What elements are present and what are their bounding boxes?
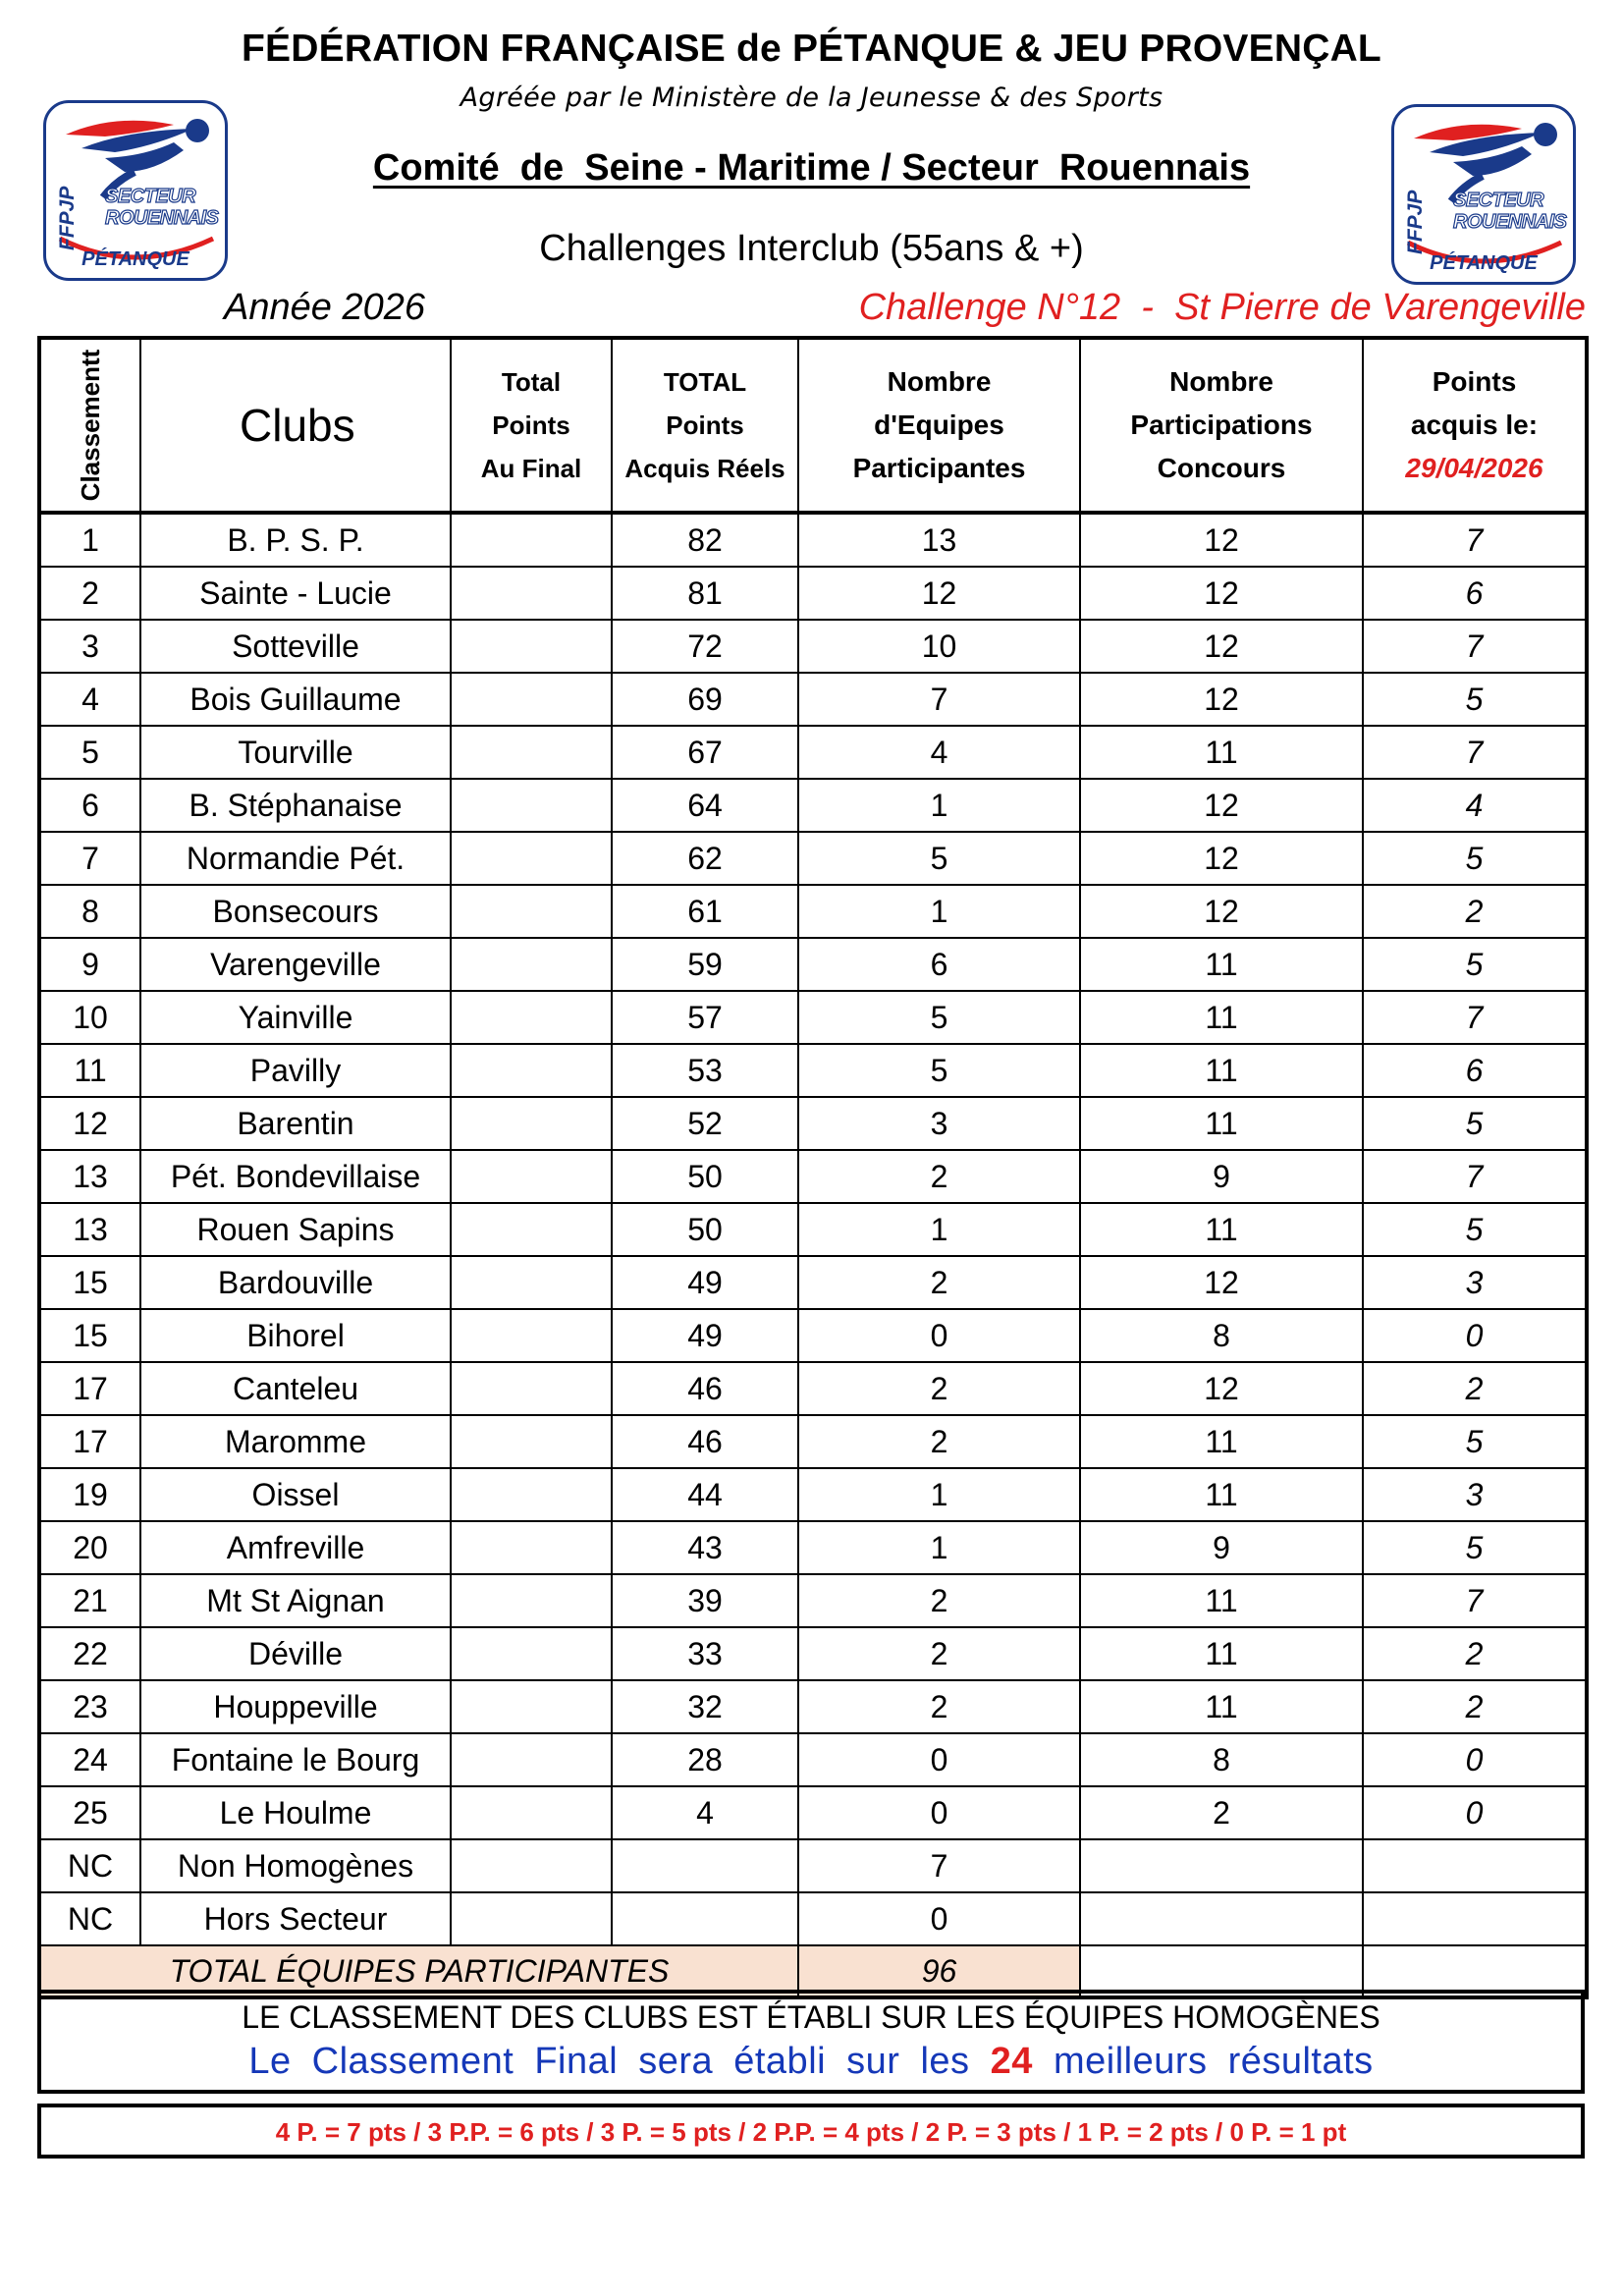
cell-participations <box>1080 1892 1363 1945</box>
logo-ffpjp-text: FFPJP <box>56 186 79 250</box>
cell-club: Sotteville <box>140 620 451 673</box>
cell-total: 4 <box>612 1786 798 1839</box>
cell-equipes: 4 <box>798 726 1080 779</box>
cell-club: Normandie Pét. <box>140 832 451 885</box>
cell-acquis: 5 <box>1363 1203 1587 1256</box>
cell-participations: 8 <box>1080 1733 1363 1786</box>
cell-final <box>451 1680 612 1733</box>
total-label: TOTAL ÉQUIPES PARTICIPANTES <box>39 1945 798 1997</box>
table-row <box>39 673 1587 726</box>
logo-secteur-text <box>1453 190 1567 233</box>
cell-club: Bardouville <box>140 1256 451 1309</box>
cell-equipes: 1 <box>798 1468 1080 1521</box>
cell-total: 82 <box>612 513 798 567</box>
cell-equipes: 2 <box>798 1415 1080 1468</box>
table-row <box>39 1521 1587 1574</box>
cell-rank: 17 <box>39 1415 140 1468</box>
cell-club: Rouen Sapins <box>140 1203 451 1256</box>
cell-club: Amfreville <box>140 1521 451 1574</box>
table-row <box>39 1203 1587 1256</box>
clubs-header <box>140 338 451 513</box>
cell-participations: 12 <box>1080 779 1363 832</box>
cell-final <box>451 1415 612 1468</box>
cell-acquis: 5 <box>1363 938 1587 991</box>
total-reel-header <box>612 338 798 513</box>
cell-participations: 11 <box>1080 1680 1363 1733</box>
cell-final <box>451 513 612 567</box>
header-line: Points <box>1432 366 1517 397</box>
cell-equipes: 2 <box>798 1627 1080 1680</box>
table-row <box>39 885 1587 938</box>
cell-equipes: 2 <box>798 1362 1080 1415</box>
cell-club: Mt St Aignan <box>140 1574 451 1627</box>
challenges-title: Challenges Interclub (55ans & +) <box>539 228 1084 269</box>
cell-rank: 21 <box>39 1574 140 1627</box>
cell-rank: 15 <box>39 1256 140 1309</box>
cell-rank: 7 <box>39 832 140 885</box>
cell-equipes: 10 <box>798 620 1080 673</box>
logo-line2: ROUENNAIS <box>1453 211 1567 233</box>
table-row <box>39 620 1587 673</box>
cell-participations: 11 <box>1080 1203 1363 1256</box>
final-ranking-text-end: meilleurs résultats <box>1053 2041 1374 2082</box>
cell-rank: 8 <box>39 885 140 938</box>
final-ranking-text: Le Classement Final sera établi sur les <box>248 2041 970 2082</box>
cell-equipes: 12 <box>798 567 1080 620</box>
cell-equipes: 5 <box>798 991 1080 1044</box>
cell-final <box>451 1786 612 1839</box>
table-row <box>39 938 1587 991</box>
cell-club: Non Homogènes <box>140 1839 451 1892</box>
cell-final <box>451 1892 612 1945</box>
header-line: Total <box>501 367 562 397</box>
cell-equipes: 13 <box>798 513 1080 567</box>
cell-acquis: 0 <box>1363 1309 1587 1362</box>
cell-acquis <box>1363 1892 1587 1945</box>
cell-final <box>451 673 612 726</box>
cell-equipes: 7 <box>798 1839 1080 1892</box>
cell-rank: 23 <box>39 1680 140 1733</box>
cell-final <box>451 620 612 673</box>
cell-club: Oissel <box>140 1468 451 1521</box>
cell-total: 44 <box>612 1468 798 1521</box>
header-line: Concours <box>1157 453 1286 483</box>
cell-total: 43 <box>612 1521 798 1574</box>
header-line: Nombre <box>1169 366 1273 397</box>
cell-total: 33 <box>612 1627 798 1680</box>
scoring-legend: 4 P. = 7 pts / 3 P.P. = 6 pts / 3 P. = 5 pts / 2 P.P. = 4 pts / 2 P. = 3 pts / 1 P. = 2 pts / 0 P. = 1 pt <box>275 2117 1347 2147</box>
total-final-header <box>451 338 612 513</box>
cell-rank: 17 <box>39 1362 140 1415</box>
cell-equipes: 0 <box>798 1733 1080 1786</box>
cell-club: Pét. Bondevillaise <box>140 1150 451 1203</box>
cell-acquis: 6 <box>1363 567 1587 620</box>
rank-header-text: Classementt <box>76 349 105 502</box>
header-line: Au Final <box>480 454 582 483</box>
cell-acquis: 2 <box>1363 1362 1587 1415</box>
cell-acquis: 7 <box>1363 1574 1587 1627</box>
cell-acquis: 0 <box>1363 1786 1587 1839</box>
cell-total <box>612 1839 798 1892</box>
table-row <box>39 1309 1587 1362</box>
logo-petanque-text: PÉTANQUE <box>1430 252 1538 274</box>
cell-final <box>451 991 612 1044</box>
agreement-subtitle: Agréée par le Ministère de la Jeunesse & des Sports <box>460 82 1163 113</box>
cell-participations <box>1080 1839 1363 1892</box>
cell-participations: 11 <box>1080 1415 1363 1468</box>
cell-acquis: 7 <box>1363 513 1587 567</box>
cell-acquis: 2 <box>1363 1680 1587 1733</box>
cell-rank: 25 <box>39 1786 140 1839</box>
cell-club: B. P. S. P. <box>140 513 451 567</box>
cell-total: 50 <box>612 1150 798 1203</box>
cell-club: Bihorel <box>140 1309 451 1362</box>
cell-club: Tourville <box>140 726 451 779</box>
cell-participations: 8 <box>1080 1309 1363 1362</box>
table-row <box>39 779 1587 832</box>
logo-line1: SECTEUR <box>105 186 196 207</box>
cell-equipes: 2 <box>798 1256 1080 1309</box>
cell-acquis <box>1363 1839 1587 1892</box>
cell-equipes: 2 <box>798 1150 1080 1203</box>
secteur-logo-right <box>1391 104 1576 285</box>
cell-final <box>451 1044 612 1097</box>
table-row <box>39 1468 1587 1521</box>
scoring-box <box>37 2104 1585 2159</box>
cell-total: 46 <box>612 1415 798 1468</box>
cell-equipes: 0 <box>798 1309 1080 1362</box>
cell-equipes: 1 <box>798 779 1080 832</box>
cell-final <box>451 938 612 991</box>
logo-line2: ROUENNAIS <box>105 207 219 229</box>
cell-acquis: 0 <box>1363 1733 1587 1786</box>
cell-total: 64 <box>612 779 798 832</box>
cell-acquis: 2 <box>1363 885 1587 938</box>
cell-acquis: 4 <box>1363 779 1587 832</box>
cell-club: Bois Guillaume <box>140 673 451 726</box>
cell-equipes: 6 <box>798 938 1080 991</box>
cell-total: 53 <box>612 1044 798 1097</box>
header-line: d'Equipes <box>874 410 1004 440</box>
cell-rank: 12 <box>39 1097 140 1150</box>
cell-total: 72 <box>612 620 798 673</box>
cell-final <box>451 1574 612 1627</box>
cell-equipes: 5 <box>798 832 1080 885</box>
cell-club: Bonsecours <box>140 885 451 938</box>
cell-final <box>451 1097 612 1150</box>
cell-final <box>451 832 612 885</box>
cell-club: Barentin <box>140 1097 451 1150</box>
cell-acquis: 2 <box>1363 1627 1587 1680</box>
cell-final <box>451 1256 612 1309</box>
cell-final <box>451 1521 612 1574</box>
table-row <box>39 1044 1587 1097</box>
cell-participations: 12 <box>1080 885 1363 938</box>
secteur-logo-left <box>43 100 228 281</box>
cell-total: 32 <box>612 1680 798 1733</box>
cell-total: 67 <box>612 726 798 779</box>
cell-rank: 15 <box>39 1309 140 1362</box>
cell-participations: 11 <box>1080 1468 1363 1521</box>
cell-club: Houppeville <box>140 1680 451 1733</box>
cell-final <box>451 779 612 832</box>
cell-acquis: 5 <box>1363 1521 1587 1574</box>
comite-title-text: Comité de Seine - Maritime / Secteur Rouennais <box>372 147 1251 189</box>
final-ranking-note <box>41 2041 1581 2083</box>
cell-acquis: 3 <box>1363 1256 1587 1309</box>
cell-participations: 12 <box>1080 832 1363 885</box>
header-line: Nombre <box>887 366 992 397</box>
table-row <box>39 726 1587 779</box>
header-line: Points <box>492 410 570 440</box>
cell-participations: 9 <box>1080 1521 1363 1574</box>
cell-final <box>451 1362 612 1415</box>
cell-total: 50 <box>612 1203 798 1256</box>
cell-club: Le Houlme <box>140 1786 451 1839</box>
comite-title <box>0 147 1623 190</box>
cell-equipes: 3 <box>798 1097 1080 1150</box>
cell-participations: 12 <box>1080 1256 1363 1309</box>
cell-equipes: 1 <box>798 1203 1080 1256</box>
classement-note-box <box>37 1990 1585 2094</box>
cell-rank: 13 <box>39 1150 140 1203</box>
cell-participations: 11 <box>1080 1627 1363 1680</box>
cell-total: 61 <box>612 885 798 938</box>
cell-rank: 13 <box>39 1203 140 1256</box>
participations-header <box>1080 338 1363 513</box>
year-label: Année 2026 <box>224 287 425 328</box>
cell-final <box>451 567 612 620</box>
cell-total: 46 <box>612 1362 798 1415</box>
cell-rank: 6 <box>39 779 140 832</box>
cell-participations: 11 <box>1080 1097 1363 1150</box>
cell-participations: 12 <box>1080 567 1363 620</box>
cell-final <box>451 1150 612 1203</box>
equipes-header <box>798 338 1080 513</box>
header-date: 29/04/2026 <box>1405 453 1543 483</box>
cell-participations: 11 <box>1080 1574 1363 1627</box>
cell-final <box>451 1733 612 1786</box>
cell-club: Maromme <box>140 1415 451 1468</box>
cell-rank: 4 <box>39 673 140 726</box>
cell-acquis: 7 <box>1363 726 1587 779</box>
cell-rank: 11 <box>39 1044 140 1097</box>
header-line: Participations <box>1130 410 1313 440</box>
cell-club: B. Stéphanaise <box>140 779 451 832</box>
cell-total: 62 <box>612 832 798 885</box>
cell-equipes: 0 <box>798 1892 1080 1945</box>
table-row <box>39 1627 1587 1680</box>
cell-total: 69 <box>612 673 798 726</box>
cell-final <box>451 1627 612 1680</box>
cell-rank: 19 <box>39 1468 140 1521</box>
cell-participations: 11 <box>1080 938 1363 991</box>
ranking-table <box>37 336 1589 1999</box>
cell-total: 57 <box>612 991 798 1044</box>
cell-equipes: 0 <box>798 1786 1080 1839</box>
cell-club: Sainte - Lucie <box>140 567 451 620</box>
cell-acquis: 5 <box>1363 832 1587 885</box>
table-row <box>39 1733 1587 1786</box>
table-row <box>39 1256 1587 1309</box>
cell-equipes: 1 <box>798 885 1080 938</box>
cell-rank: NC <box>39 1892 140 1945</box>
cell-club: Yainville <box>140 991 451 1044</box>
cell-rank: 9 <box>39 938 140 991</box>
cell-club: Déville <box>140 1627 451 1680</box>
logo-ffpjp-text: FFPJP <box>1404 190 1427 254</box>
cell-rank: 20 <box>39 1521 140 1574</box>
cell-final <box>451 1839 612 1892</box>
cell-acquis: 6 <box>1363 1044 1587 1097</box>
cell-total: 39 <box>612 1574 798 1627</box>
table-row <box>39 1415 1587 1468</box>
cell-acquis: 5 <box>1363 673 1587 726</box>
cell-equipes: 5 <box>798 1044 1080 1097</box>
cell-equipes: 1 <box>798 1521 1080 1574</box>
cell-club: Varengeville <box>140 938 451 991</box>
challenge-label: Challenge N°12 - St Pierre de Varengeville <box>858 287 1586 328</box>
cell-rank: 10 <box>39 991 140 1044</box>
clubs-header-text: Clubs <box>240 400 355 451</box>
table-row <box>39 991 1587 1044</box>
cell-total: 28 <box>612 1733 798 1786</box>
cell-rank: 22 <box>39 1627 140 1680</box>
table-row <box>39 1362 1587 1415</box>
table-row <box>39 1786 1587 1839</box>
total-value: 96 <box>798 1945 1080 1997</box>
table-row <box>39 513 1587 567</box>
cell-final <box>451 726 612 779</box>
cell-equipes: 7 <box>798 673 1080 726</box>
cell-final <box>451 1203 612 1256</box>
cell-total: 59 <box>612 938 798 991</box>
cell-acquis: 7 <box>1363 991 1587 1044</box>
cell-acquis: 5 <box>1363 1097 1587 1150</box>
cell-final <box>451 885 612 938</box>
logo-line1: SECTEUR <box>1453 190 1544 211</box>
table-header-row <box>39 338 1587 513</box>
table-row <box>39 1150 1587 1203</box>
header-line: Participantes <box>852 453 1026 483</box>
cell-club: Pavilly <box>140 1044 451 1097</box>
cell-acquis: 7 <box>1363 620 1587 673</box>
cell-total: 52 <box>612 1097 798 1150</box>
cell-total: 49 <box>612 1256 798 1309</box>
cell-rank: 3 <box>39 620 140 673</box>
cell-club: Hors Secteur <box>140 1892 451 1945</box>
table-row <box>39 832 1587 885</box>
rank-header <box>39 338 140 513</box>
cell-total: 81 <box>612 567 798 620</box>
cell-participations: 11 <box>1080 1044 1363 1097</box>
cell-rank: NC <box>39 1839 140 1892</box>
cell-participations: 11 <box>1080 726 1363 779</box>
header-line: acquis le: <box>1410 410 1539 440</box>
table-row <box>39 1097 1587 1150</box>
cell-acquis: 5 <box>1363 1415 1587 1468</box>
cell-final <box>451 1468 612 1521</box>
cell-acquis: 7 <box>1363 1150 1587 1203</box>
cell-participations: 12 <box>1080 513 1363 567</box>
cell-participations: 2 <box>1080 1786 1363 1839</box>
cell-participations: 11 <box>1080 991 1363 1044</box>
logo-secteur-text <box>105 186 219 229</box>
cell-total: 49 <box>612 1309 798 1362</box>
table-row <box>39 1574 1587 1627</box>
table-row <box>39 567 1587 620</box>
cell-final <box>451 1309 612 1362</box>
classement-note: LE CLASSEMENT DES CLUBS EST ÉTABLI SUR LES ÉQUIPES HOMOGÈNES <box>242 1999 1380 2035</box>
cell-club: Fontaine le Bourg <box>140 1733 451 1786</box>
points-acquis-header <box>1363 338 1587 513</box>
cell-total <box>612 1892 798 1945</box>
header-line: Acquis Réels <box>624 454 785 483</box>
table-row <box>39 1892 1587 1945</box>
cell-participations: 12 <box>1080 673 1363 726</box>
cell-rank: 5 <box>39 726 140 779</box>
cell-rank: 2 <box>39 567 140 620</box>
federation-title: FÉDÉRATION FRANÇAISE de PÉTANQUE & JEU PROVENÇAL <box>242 27 1381 70</box>
cell-participations: 12 <box>1080 620 1363 673</box>
cell-rank: 1 <box>39 513 140 567</box>
cell-participations: 12 <box>1080 1362 1363 1415</box>
cell-participations: 9 <box>1080 1150 1363 1203</box>
cell-club: Canteleu <box>140 1362 451 1415</box>
header-line: TOTAL <box>663 367 747 397</box>
cell-equipes: 2 <box>798 1680 1080 1733</box>
logo-petanque-text: PÉTANQUE <box>81 248 189 270</box>
table-row <box>39 1839 1587 1892</box>
best-results-count: 24 <box>990 2041 1033 2082</box>
table-row <box>39 1680 1587 1733</box>
header-line: Points <box>666 410 744 440</box>
cell-acquis: 3 <box>1363 1468 1587 1521</box>
table-body <box>39 513 1587 1945</box>
cell-rank: 24 <box>39 1733 140 1786</box>
cell-equipes: 2 <box>798 1574 1080 1627</box>
